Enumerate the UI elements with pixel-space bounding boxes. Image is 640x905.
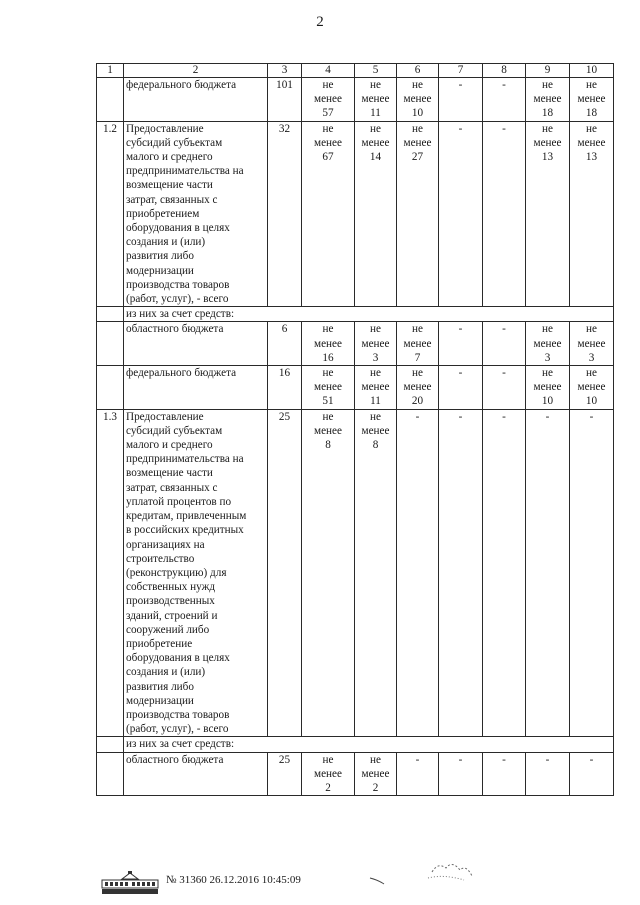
value-cell: не менее 3	[355, 322, 397, 366]
value-cell: не менее 8	[302, 409, 355, 737]
indicators-table	[96, 63, 614, 796]
value-cell: не менее 67	[302, 121, 355, 307]
value-cell: -	[439, 752, 483, 796]
value-cell: -	[570, 409, 614, 737]
header-cell: 4	[302, 64, 355, 78]
row-number-cell: 1.3	[97, 409, 124, 737]
description-cell: федерального бюджета	[124, 366, 268, 410]
row-number-cell	[97, 307, 124, 322]
value-cell: -	[483, 409, 526, 737]
description-cell: областного бюджета	[124, 752, 268, 796]
value-cell: не менее 57	[302, 78, 355, 122]
total-cell: 25	[268, 752, 302, 796]
value-cell: -	[483, 78, 526, 122]
row-number-cell	[97, 737, 124, 752]
row-number-cell: 1.2	[97, 121, 124, 307]
value-cell: не менее 13	[526, 121, 570, 307]
value-cell: -	[439, 78, 483, 122]
table-row	[97, 737, 614, 752]
total-cell: 101	[268, 78, 302, 122]
total-cell: 32	[268, 121, 302, 307]
value-cell: не менее 18	[526, 78, 570, 122]
table-row	[97, 307, 614, 322]
value-cell: не менее 10	[526, 366, 570, 410]
row-number-cell	[97, 752, 124, 796]
description-cell: Предоставление субсидий субъектам малого и среднего предпринимательства на возмещение части затрат, связанных с приобретением оборудования в целях создания и (или) развития либо модернизации производства товаров (работ, услуг), - всего	[124, 121, 268, 307]
value-cell: -	[570, 752, 614, 796]
header-cell: 1	[97, 64, 124, 78]
value-cell: не менее 8	[355, 409, 397, 737]
row-number-cell	[97, 366, 124, 410]
header-cell: 3	[268, 64, 302, 78]
table-row	[97, 121, 614, 307]
header-cell: 7	[439, 64, 483, 78]
value-cell: не менее 14	[355, 121, 397, 307]
value-cell: не менее 10	[570, 366, 614, 410]
source-subheading: из них за счет средств:	[124, 737, 614, 752]
table-row	[97, 752, 614, 796]
value-cell: не менее 16	[302, 322, 355, 366]
table-row	[97, 322, 614, 366]
total-cell: 16	[268, 366, 302, 410]
value-cell: -	[483, 752, 526, 796]
value-cell: не менее 18	[570, 78, 614, 122]
value-cell: не менее 10	[397, 78, 439, 122]
value-cell: не менее 3	[570, 322, 614, 366]
value-cell: не менее 11	[355, 366, 397, 410]
header-cell: 9	[526, 64, 570, 78]
value-cell: не менее 2	[302, 752, 355, 796]
description-cell: федерального бюджета	[124, 78, 268, 122]
registry-logo-icon	[100, 871, 160, 895]
value-cell: -	[526, 409, 570, 737]
header-cell: 6	[397, 64, 439, 78]
value-cell: -	[439, 322, 483, 366]
table-row	[97, 409, 614, 737]
total-cell: 6	[268, 322, 302, 366]
total-cell: 25	[268, 409, 302, 737]
header-cell: 2	[124, 64, 268, 78]
header-cell: 5	[355, 64, 397, 78]
header-row	[97, 64, 614, 78]
signature-marks	[368, 858, 488, 888]
value-cell: не менее 7	[397, 322, 439, 366]
table-row	[97, 366, 614, 410]
value-cell: -	[483, 366, 526, 410]
page-number: 2	[316, 14, 324, 30]
header-cell: 10	[570, 64, 614, 78]
header-cell: 8	[483, 64, 526, 78]
value-cell: -	[526, 752, 570, 796]
description-cell: Предоставление субсидий субъектам малого и среднего предпринимательства на возмещение части затрат, связанных с уплатой процентов по кредитам, привлеченным в российских кредитных организациях на строительство (реконструкцию) для собственных нужд производственных зданий, строений и сооружений либо приобретение оборудования в целях создания и (или) развития либо модернизации производства товаров (работ, услуг), - всего	[124, 409, 268, 737]
value-cell: не менее 3	[526, 322, 570, 366]
row-number-cell	[97, 78, 124, 122]
value-cell: -	[483, 322, 526, 366]
value-cell: не менее 51	[302, 366, 355, 410]
value-cell: -	[397, 752, 439, 796]
value-cell: -	[439, 121, 483, 307]
value-cell: -	[397, 409, 439, 737]
value-cell: -	[483, 121, 526, 307]
value-cell: -	[439, 366, 483, 410]
value-cell: не менее 11	[355, 78, 397, 122]
source-subheading: из них за счет средств:	[124, 307, 614, 322]
value-cell: не менее 20	[397, 366, 439, 410]
description-cell: областного бюджета	[124, 322, 268, 366]
row-number-cell	[97, 322, 124, 366]
value-cell: не менее 27	[397, 121, 439, 307]
registration-stamp: № 31360 26.12.2016 10:45:09	[166, 874, 301, 886]
value-cell: -	[439, 409, 483, 737]
value-cell: не менее 13	[570, 121, 614, 307]
value-cell: не менее 2	[355, 752, 397, 796]
table-row	[97, 78, 614, 122]
